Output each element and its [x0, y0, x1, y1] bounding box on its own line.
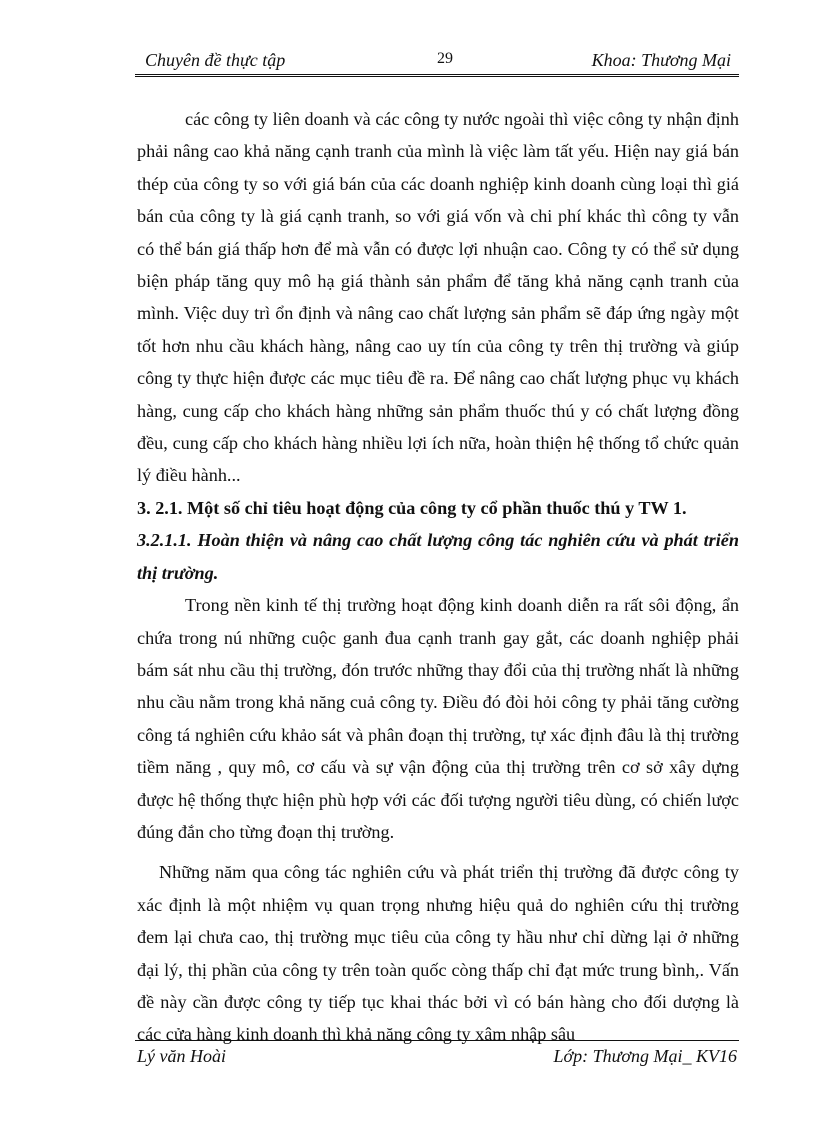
paragraph-1: các công ty liên doanh và các công ty nước ngoài thì việc công ty nhận định phải nâng cao khả năng cạnh tranh của mình là việc làm tất yếu. Hiện nay giá bán thép của công ty so với giá bán của các doanh nghiệp kinh doanh cùng loại thì giá bán của công ty là giá cạnh tranh, so với giá vốn và chi phí khác thì công ty vẫn có thể bán giá thấp hơn để mà vẫn có được lợi nhuận cao. Công ty có thể sử dụng biện pháp tăng quy mô hạ giá thành sản phẩm để tăng khả năng cạnh tranh của mình. Việc duy trì ổn định và nâng cao chất lượng sản phẩm sẽ đáp ứng ngày một tốt hơn nhu cầu khách hàng, nâng cao uy tín của công ty trên thị trường và giúp công ty thực hiện được các mục tiêu đề ra. Để nâng cao chất lượng phục vụ khách hàng, cung cấp cho khách hàng những sản phẩm thuốc thú y có chất lượng đồng đều, cung cấp cho khách hàng nhiều lợi ích nữa, hoàn thiện hệ thống tổ chức quản lý điều hành...: [137, 109, 739, 486]
paragraph-3: Những năm qua công tác nghiên cứu và phát triển thị trường đã được công ty xác định là một nhiệm vụ quan trọng nhưng hiệu quả do nghiên cứu thị trường đem lại chưa cao, thị trường mục tiêu của công ty hầu như chỉ dừng lại ở những đại lý, thị phần của công ty trên toàn quốc còng thấp chỉ đạt mức trung bình,. Vấn đề này cần được công ty tiếp tục khai thác bởi vì có bán hàng cho đối dượng là các cửa hàng kinh doanh thì khả năng công ty xâm nhập sâu: [137, 862, 739, 1045]
page-header: [135, 46, 739, 77]
page-number: 29: [437, 50, 453, 67]
footer-author: Lý văn Hoài: [137, 1046, 226, 1066]
page-body: [137, 103, 739, 1051]
page-footer: [135, 1040, 739, 1071]
paragraph-2: Trong nền kinh tế thị trường hoạt động kinh doanh diễn ra rất sôi động, ẩn chứa trong nú những cuộc ganh đua cạnh tranh gay gắt, các doanh nghiệp phải bám sát nhu cầu thị trường, đón trước những thay đổi của thị trường nhất là những nhu cầu nằm trong khả năng cuả công ty. Điều đó đòi hỏi công ty phải tăng cường công tá nghiên cứu khảo sát và phân đoạn thị trường, tự xác định đâu là thị trường tiềm năng , quy mô, cơ cấu và sự vận động của thị trường trên cơ sở xây dựng được hệ thống thực hiện phù hợp với các đối tượng người tiêu dùng, có chiến lược đúng đắn cho từng đoạn thị trường.: [137, 595, 739, 842]
header-faculty: Khoa: Thương Mại: [591, 50, 731, 70]
subsection-heading: 3.2.1.1. Hoàn thiện và nâng cao chất lượng công tác nghiên cứu và phát triển thị trường.: [137, 530, 739, 583]
section-heading: 3. 2.1. Một số chỉ tiêu hoạt động của công ty cổ phần thuốc thú y TW 1.: [137, 497, 687, 518]
footer-class: Lớp: Thương Mại_ KV16: [553, 1046, 737, 1066]
header-document-type: Chuyên đề thực tập: [145, 50, 286, 70]
